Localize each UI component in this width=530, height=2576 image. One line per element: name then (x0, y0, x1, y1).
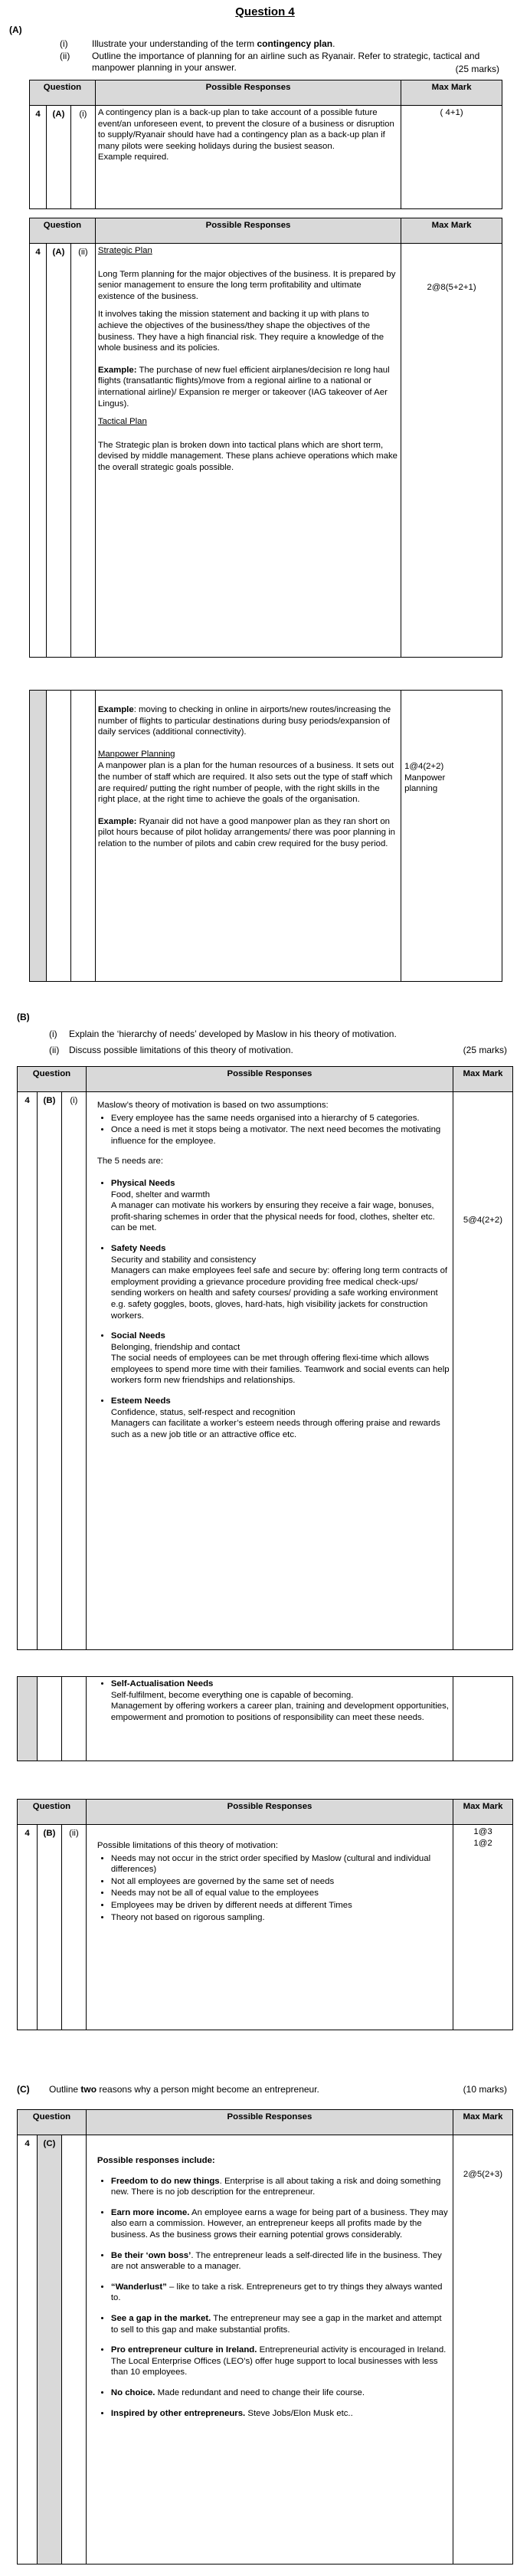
max-mark: 2@5(2+3) (453, 2135, 513, 2565)
list-item: • Be their ‘own boss’. The entrepreneur leads a self-directed life in the business. They are not answerable to a manager. (111, 2250, 450, 2272)
response-cell: Possible limitations of this theory of motivation: • Needs may not occur in the strict order specified by Maslow (cultural and individual differences) • Not all employees are governed by the same set of needs • Needs may not be all of equal value to the employees • Employees may be driven by different needs at different Times • Theory not based on rigorous sampling. (86, 1825, 453, 2030)
response-cell (86, 2135, 453, 2565)
table-4b-i-continued (17, 1676, 513, 1761)
response-cell: Strategic Plan Long Term planning for the major objectives of the business. It is prepared by senior management to ensure the long term profitability and ultimate existence of the business. It involves taking the mission statement and backing it up with plans to achieve the objectives of the business/they shape the objectives of the business. They have a high financial risk. They require a knowledge of the whole business and its policies. Example: The purchase of new fuel efficient airplanes/decision re long haul flights (transatlantic flights)/move from a regional airline to a national or international airline)/ Expansion re merger or takeover (IAG takeover of Aer Lingus). Tactical Plan The Strategic plan is broken down into tactical plans which are short term, devised by middle management. These plans achieve operations which make the overall strategic goals possible. (95, 244, 401, 658)
header-question: Question (30, 80, 96, 106)
limitations-list (97, 1853, 450, 1924)
list-item: • Theory not based on rigorous sampling. (111, 1912, 450, 1924)
part-a-marks: (25 marks) (455, 64, 499, 74)
page-title: Question 4 (235, 5, 295, 18)
list-item: • No choice. Made redundant and need to change their life course. (111, 2387, 450, 2399)
table-4a-ii-continued (29, 690, 502, 982)
response-cell: Example: moving to checking in online in airports/new routes/increasing the number of flights to particular destinations during busy periods/expansion of daily services (additional connectivity). Manpower Planning A manpower plan is a plan for the human resources of a business. It sets out the number of staff which are required. It also sets out the type of staff which are required/ putting the right number of people, with the right skills in the right place, at the right time to achieve the goals of the organisation. Example: Ryanair did not have a good manpower plan as they ran short on pilot hours because of pilot holiday arrangements/ there was poor planning in relation to the number of pilots and cabin crew required for the busy period. (95, 691, 401, 982)
max-mark: 1@3 1@2 (453, 1825, 513, 2030)
list-item: • Inspired by other entrepreneurs. Steve Jobs/Elon Musk etc.. (111, 2408, 450, 2420)
response-cell: Maslow’s theory of motivation is based on two assumptions: • Every employee has the same needs organised into a hierarchy of 5 categories. • Once a need is met it stops being a motivator. The next need becomes the motivating influence for the employee. The 5 needs are: • Physical Needs Food, shelter and warmth A manager can motivate his workers by ensuring they receive a fair wage, bonuses, profit-sharing schemes in order that the physical needs for food, clothes, shelter etc. can be met. • Safety Needs Security and stability and consistency Managers can make employees feel safe and secure by: offering long term contracts of employment providing a grievance procedure providing free medical check-ups/ sending workers on health and safety courses/ providing a safe working environment e.g. safety goggles, boots, gloves, hard-hats, high visibility jackets for construction workers. • Social Needs Belonging, friendship and contact The social needs of employees can be met through offering flexi-time which allows employees to spend more time with their families. Teamwork and social events can help workers form new friendships and relationships. • Esteem Needs Confidence, status, self-respect and recognition Managers can facilitate a worker’s esteem needs through offering praise and rewards such as a new job title or an attractive office etc. (86, 1092, 453, 1650)
list-item: • Freedom to do new things. Enterprise is all about taking a risk and doing something new. There is no job description for the entrepreneur. (111, 2176, 450, 2198)
need-social: • Social Needs Belonging, friendship and contact The social needs of employees can be met through offering flexi-time which allows employees to spend more time with their families. Teamwork and social events can help workers form new friendships and relationships. (111, 1331, 450, 1386)
question-part: (i) (70, 106, 95, 209)
part-a-question-ii: (ii) Outline the importance of planning for an airline such as Ryanair. Refer to strategic, tactical and manpower planning in your answer. (60, 51, 480, 74)
part-b-label: (B) (17, 1012, 30, 1022)
table-4a-i (29, 80, 502, 209)
possible-responses-heading: Possible responses include: (97, 2156, 215, 2165)
max-mark: 5@4(2+2) (453, 1092, 513, 1650)
question-number: 4 (30, 106, 47, 209)
manpower-planning-heading: Manpower Planning (97, 749, 175, 759)
header-max-mark: Max Mark (401, 80, 502, 106)
list-item: • Needs may not be all of equal value to the employees (111, 1888, 450, 1899)
assumptions-list (97, 1113, 450, 1147)
needs-list (97, 1178, 450, 1440)
list-item: • Every employee has the same needs organised into a hierarchy of 5 categories. (111, 1113, 450, 1124)
part-c-marks: (10 marks) (463, 2084, 507, 2095)
max-mark: 2@8(5+2+1) (401, 244, 502, 658)
contingency-definition: A contingency plan is a back-up plan to take account of a possible future event/an unforeseen event, to prevent the closure of a business or disruption to supply/Ryanair should have had a contingency plan as a back-up plan if many pilots were seeking holidays during the busiest season. (97, 108, 394, 151)
list-item: • Earn more income. An employee earns a wage for being part of a business. They may also earn a commission. However, an entrepreneur keeps all profits made by the business. As the business grows their earning potential grows considerably. (111, 2207, 450, 2241)
table-4a-ii: Question Possible Responses Max Mark 4 (A) (ii) Strategic Plan Long Term planning for the major objectives of the business. It is prepared by senior management to ensure the long term profitability and ultimate existence of the business. It involves taking the mission statement and backing it up with plans to achieve the objectives of the business/they shape the objectives of the business. They have a high financial risk. They require a knowledge of the whole business and its policies. Example: The purchase of new fuel efficient airplanes/decision re long haul flights (transatlantic flights)/move from a regional airline to a national or international airline)/ Expansion re merger or takeover (IAG takeover of Aer Lingus). Tactical Plan The Strategic plan is broken down into tactical plans which are short term, devised by middle management. These plans achieve operations which make the overall strategic goals possible. 2@8(5+2+1) (29, 218, 502, 658)
response-cell (95, 106, 401, 209)
part-b-question-ii: (ii) Discuss possible limitations of this theory of motivation. (49, 1045, 293, 1055)
need-self-actualisation: • Self-Actualisation Needs Self-fulfilment, become everything one is capable of becoming. Management by offering workers a career plan, training and development opportunities, empowerment and promotion to positions of responsibility can meet these needs. (111, 1679, 450, 1723)
list-item: • Needs may not occur in the strict order specified by Maslow (cultural and individual differences) (111, 1853, 450, 1875)
need-physical: • Physical Needs Food, shelter and warmth A manager can motivate his workers by ensuring they receive a fair wage, bonuses, profit-sharing schemes in order that the physical needs for food, clothes, shelter etc. can be met. (111, 1178, 450, 1234)
list-item: • See a gap in the market. The entrepreneur may see a gap in the market and attempt to sell to this gap and make substantial profits. (111, 2313, 450, 2335)
example-required: Example required. (97, 153, 169, 162)
list-item: • Employees may be driven by different needs at different Times (111, 1900, 450, 1911)
need-esteem: • Esteem Needs Confidence, status, self-respect and recognition Managers can facilitate a worker’s esteem needs through offering praise and rewards such as a new job title or an attractive office etc. (111, 1396, 450, 1440)
part-b-question-i: (i) Explain the ‘hierarchy of needs’ developed by Maslow in his theory of motivation. (49, 1029, 397, 1039)
need-safety: • Safety Needs Security and stability and consistency Managers can make employees feel safe and secure by: offering long term contracts of employment providing a grievance procedure providing free medical check-ups/ sending workers on health and safety courses/ providing a safe working environment e.g. safety goggles, boots, gloves, hard-hats, high visibility jackets for construction workers. (111, 1243, 450, 1321)
part-c-question: (C) Outline two reasons why a person might become an entrepreneur. (17, 2084, 319, 2095)
tactical-plan-heading: Tactical Plan (97, 417, 147, 427)
list-item: • “Wanderlust” – like to take a risk. Entrepreneurs get to try things they always wanted to. (111, 2282, 450, 2304)
part-a-question-i: (i) Illustrate your understanding of the term contingency plan. (60, 38, 335, 49)
max-mark: ( 4+1) (401, 106, 502, 209)
list-item: • Once a need is met it stops being a motivator. The next need becomes the motivating influence for the employee. (111, 1124, 450, 1147)
list-item: • Not all employees are governed by the same set of needs (111, 1876, 450, 1888)
strategic-plan-heading: Strategic Plan (97, 246, 152, 255)
header-responses: Possible Responses (95, 80, 401, 106)
list-item: • Pro entrepreneur culture in Ireland. Entrepreneurial activity is encouraged in Ireland. The Local Enterprise Offices (LEO’s) offer huge support to local businesses with less than 10 employees. (111, 2345, 450, 2378)
part-b-marks: (25 marks) (463, 1045, 507, 1055)
table-4b-i: Question Possible Responses Max Mark 4 (B) (i) Maslow’s theory of motivation is based on two assumptions: • Every employee has the same needs organised into a hierarchy of 5 categories. • Once a need is met it stops being a motivator. The next need becomes the motivating influence for the employee. The 5 needs are: • Physical Needs Food, shelter and warmth A manager can motivate his workers by ensuring they receive a fair wage, bonuses, profit-sharing schemes in order that the physical needs for food, clothes, shelter etc. can be met. • Safety Needs Security and stability and consistency Managers can make employees feel safe and secure by: offering long term contracts of employment providing a grievance procedure providing free medical check-ups/ sending workers on health and safety courses/ providing a safe working environment e.g. safety goggles, boots, gloves, hard-hats, high visibility jackets for construction workers. • Social Needs Belonging, friendship and contact The social needs of employees can be met through offering flexi-time which allows employees to spend more time with their families. Teamwork and social events can help workers form new friendships and relationships. • Esteem Needs Confidence, status, self-respect and recognition Managers can facilitate a worker’s esteem needs through offering praise and rewards such as a new job title or an attractive office etc. 5@4(2+2) (17, 1066, 513, 1650)
part-a-label: (A) (9, 25, 22, 35)
entrepreneur-reasons-list (97, 2176, 450, 2420)
question-sub: (A) (46, 106, 70, 209)
table-4b-ii: Question Possible Responses Max Mark 4 (B) (ii) Possible limitations of this theory of motivation: • Needs may not occur in the strict order specified by Maslow (cultural and individual differences) • Not all employees are governed by the same set of needs • Needs may not be all of equal value to the employees • Employees may be driven by different needs at different Times • Theory not based on rigorous sampling. 1@3 1@2 (17, 1799, 513, 2030)
table-4c: Question Possible Responses Max Mark 4 (C) Possible responses include: • Freedom to do new things. Enterprise is all about taking a risk and doing something new. There is no job description for the entrepreneur. • Earn more income. An employee earns a wage for being part of a business. They may also earn a commission. However, an entrepreneur keeps all profits made by the business. As the business grows their earning potential grows considerably. • Be their ‘own boss’. The entrepreneur leads a self-directed life in the business. They are not answerable to a manager. • “Wanderlust” – like to take a risk. Entrepreneurs get to try things they always wanted to. • See a gap in the market. The entrepreneur may see a gap in the market and attempt to sell to this gap and make substantial profits. • Pro entrepreneur culture in Ireland. Entrepreneurial activity is encouraged in Ireland. The Local Enterprise Offices (LEO’s) offer huge support to local businesses with less than 10 employees. • No choice. Made redundant and need to change their life course. • Inspired by other entrepreneurs. Steve Jobs/Elon Musk etc.. 2@5(2+3) (17, 2109, 513, 2565)
response-cell (86, 1677, 453, 1761)
max-mark: 1@4(2+2) Manpower planning (401, 691, 502, 982)
